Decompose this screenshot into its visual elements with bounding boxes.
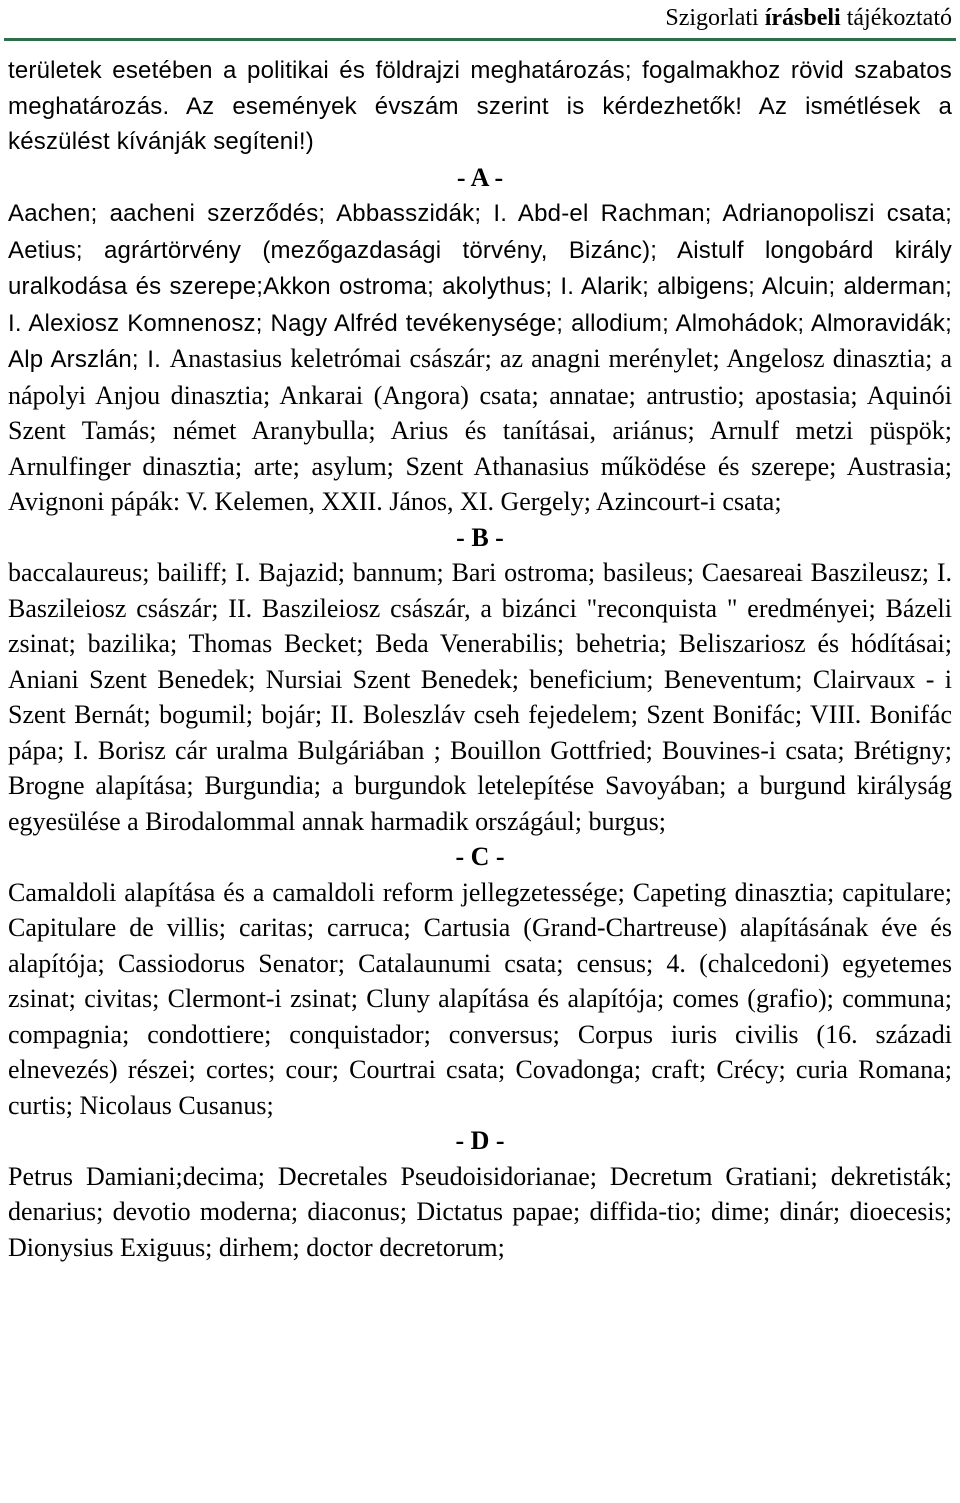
section-a-text-serif: Anastasius keletrómai császár; az anagni merénylet; Angelosz dinasztia; a nápolyi Anjou dinasztia; Ankarai (Angora) csata; annatae; antrustio; apostasia; Aquinói Szent Tamás; német Aranybulla; Arius és tanításai, ariánus; Arnulf metzi püspök; Arnulfinger dinasztia; arte; asylum; Szent Athanasius működése és szerepe; Austrasia; Avignoni pápák: V. Kelemen, XXII. János, XI. Gergely; Azincourt-i csata; <box>8 344 952 516</box>
header-bold-word: írásbeli <box>764 5 841 31</box>
document-body <box>8 53 952 1265</box>
section-heading-a: - A - <box>456 162 504 192</box>
running-header <box>665 4 952 32</box>
section-c-text: Camaldoli alapítása és a camaldoli reform jellegzetessége; Capeting dinasztia; capitulare; Capitulare de villis; caritas; carruca; Cartusia (Grand-Chartreuse) alapításának éve és alapítója; Cassiodorus Senator; Catalaunumi csata; census; 4. (chalcedoni) egyetemes zsinat; civitas; Clermont-i zsinat; Cluny alapítása és alapítója; comes (grafio); communa; compagnia; condottiere; conquistador; conversus; Corpus iuris civilis (16. századi elnevezés) részei; cortes; cour; Courtrai csata; Covadonga; craft; Crécy; curia Romana; curtis; Nicolaus Cusanus; <box>8 877 952 1120</box>
section-a-text-sans: Aachen; aacheni szerződés; Abbasszidák; I. Abd-el Rachman; Adrianopoliszi csata; Aetius; agrártörvény (mezőgazdasági törvény, Bizánc); Aistulf longobárd király uralkodása és szerepe;Akkon ostroma; akolythus; I. Alarik; albigens; Alcuin; alderman; I. Alexiosz Komnenosz; Nagy Alfréd tevékenysége; allodium; Almohádok; Almoravidák; Alp Arszlán; I. <box>8 200 952 373</box>
intro-paragraph: területek esetében a politikai és földrajzi meghatározás; fogalmakhoz rövid szabatos meghatározás. Az események évszám szerint is kérdezhetők! Az ismétlések a készülést kívánják segíteni!) <box>8 57 952 155</box>
section-heading-b: - B - <box>456 522 504 552</box>
header-rule <box>4 38 956 41</box>
section-b-text: baccalaureus; bailiff; I. Bajazid; bannum; Bari ostroma; basileus; Caesareai Baszileusz; I. Baszileiosz császár; II. Baszileiosz császár, a bizánci "reconquista " eredményei; Bázeli zsinat; bazilika; Thomas Becket; Beda Venerabilis; behetria; Beliszariosz és hódításai; Aniani Szent Benedek; Nursiai Szent Benedek; beneficium; Beneventum; Clairvaux - i Szent Bernát; bogumil; bojár; II. Boleszláv cseh fejedelem; Szent Bonifác; VIII. Bonifác pápa; I. Borisz cár uralma Bulgáriában ; Bouillon Gottfried; Bouvines-i csata; Brétigny; Brogne alapítása; Burgundia; a burgundok letelepítése Savoyában; a burgund királyság egyesülése a Birodalommal annak harmadik országául; burgus; <box>8 558 952 836</box>
section-d-text: Petrus Damiani;decima; Decretales Pseudoisidorianae; Decretum Gratiani; dekretisták; denarius; devotio moderna; diaconus; Dictatus papae; diffida-tio; dime; dinár; dioecesis; Dionysius Exiguus; dirhem; doctor decretorum; <box>8 1161 952 1262</box>
section-a-text <box>8 195 952 520</box>
section-heading-c: - C - <box>455 842 505 871</box>
header-prefix: Szigorlati <box>665 5 765 31</box>
section-heading-d: - D - <box>455 1126 505 1155</box>
header-suffix: tájékoztató <box>840 5 952 31</box>
